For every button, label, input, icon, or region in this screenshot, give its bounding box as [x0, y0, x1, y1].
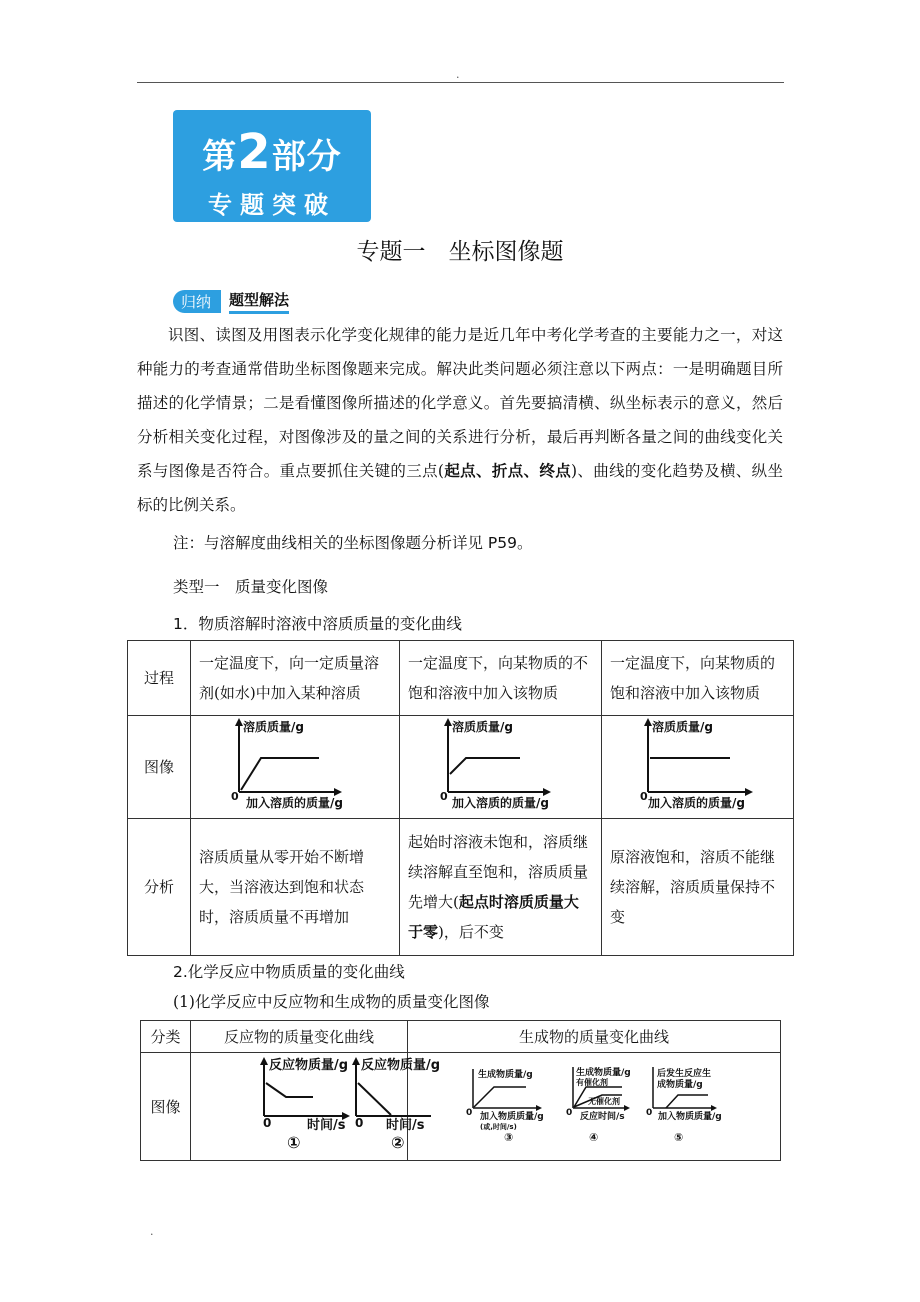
label-1: ①	[287, 1133, 301, 1152]
table-row	[141, 1021, 781, 1053]
table-cell	[602, 716, 794, 819]
x-label: 加入溶质的质量/g	[648, 796, 745, 810]
x-label: 加入物质质量/g	[480, 1112, 544, 1122]
y-label: 生成物质量/g	[576, 1068, 631, 1078]
y-label: 后发生反应生	[657, 1069, 712, 1079]
dissolution-table	[127, 640, 794, 956]
row-header: 图像	[128, 716, 191, 819]
row-header: 图像	[141, 1053, 191, 1161]
y-label: 溶质质量/g	[652, 720, 713, 734]
intro-bold: 起点、折点、终点	[443, 461, 572, 480]
y-label: 反应物质量/g	[269, 1058, 349, 1073]
origin-label: 0	[355, 1116, 364, 1130]
table-cell	[408, 1053, 781, 1161]
table-row	[128, 641, 794, 716]
banner-part-title: 第2部分	[202, 124, 342, 180]
section-tag	[173, 289, 289, 313]
table-cell: 溶质质量从零开始不断增大，当溶液达到饱和状态时，溶质质量不再增加	[191, 819, 400, 956]
banner-subtitle: 专题突破	[208, 191, 336, 219]
table-row	[141, 1053, 781, 1161]
origin-label: 0	[440, 790, 448, 803]
origin-label: 0	[231, 790, 239, 803]
tag-label: 题型解法	[229, 289, 289, 314]
item2-1-heading: (1)化学反应中反应物和生成物的质量变化图像	[173, 993, 490, 1011]
origin-label: 0	[466, 1108, 473, 1118]
graph-dissolve-saturated	[602, 716, 790, 808]
row-header: 过程	[128, 641, 191, 716]
header-rule	[137, 82, 784, 83]
table-cell: 原溶液饱和，溶质不能继续溶解，溶质质量保持不变	[602, 819, 794, 956]
table-row	[128, 716, 794, 819]
label-3: ③	[504, 1131, 514, 1144]
label-2: ②	[391, 1133, 405, 1152]
type-heading: 类型一 质量变化图像	[173, 578, 329, 596]
graph-reactant	[191, 1053, 441, 1156]
y-label-2: 成物质量/g	[657, 1080, 703, 1090]
x-label: 时间/s	[386, 1118, 425, 1133]
intro-paragraph: 识图、读图及用图表示化学变化规律的能力是近几年中考化学考查的主要能力之一，对这种能力的考查通常借助坐标图像题来完成。解决此类问题必须注意以下两点：一是明确题目所描述的化学情景；二是看懂图像所描述的化学意义。首先要搞清横、纵坐标表示的意义，然后分析相关变化过程，对图像涉及的量之间的关系进行分析，最后再判断各量之间的曲线变化关系与图像是否符合。重点要抓住关键的三点(起点、折点、终点)、曲线的变化趋势及横、纵坐标的比例关系。	[137, 326, 783, 514]
origin-label: 0	[646, 1108, 653, 1118]
y-label: 溶质质量/g	[452, 720, 513, 734]
table-row	[128, 819, 794, 956]
reaction-table	[140, 1020, 781, 1161]
origin-label: 0	[640, 790, 648, 803]
label-4: ④	[589, 1131, 599, 1144]
x-label: 加入溶质的质量/g	[246, 796, 343, 810]
x-label: 加入溶质的质量/g	[452, 796, 549, 810]
graph-product	[408, 1053, 780, 1156]
page-title: 专题一 坐标图像题	[356, 239, 564, 265]
x-label-alt: (或,时间/s)	[480, 1123, 517, 1131]
table-cell: 一定温度下，向一定质量溶剂(如水)中加入某种溶质	[191, 641, 400, 716]
graph-dissolve-solvent	[191, 716, 399, 808]
tag-pill: 归纳	[173, 290, 221, 313]
table-cell	[400, 716, 602, 819]
table-cell	[191, 1053, 441, 1161]
y-label: 反应物质量/g	[361, 1058, 441, 1073]
item1-heading: 1．物质溶解时溶液中溶质质量的变化曲线	[173, 615, 462, 633]
item2-heading: 2.化学反应中物质质量的变化曲线	[173, 963, 405, 981]
header-dot: .	[456, 68, 460, 81]
y-label: 生成物质量/g	[478, 1070, 533, 1080]
x-label: 反应时间/s	[580, 1112, 625, 1122]
origin-label: 0	[566, 1108, 573, 1118]
x-label: 时间/s	[307, 1118, 346, 1133]
x-label: 加入物质质量/g	[658, 1112, 722, 1122]
table-cell: 一定温度下，向某物质的不饱和溶液中加入该物质	[400, 641, 602, 716]
header-cell: 生成物的质量变化曲线	[408, 1021, 781, 1053]
table-cell: 一定温度下，向某物质的饱和溶液中加入该物质	[602, 641, 794, 716]
y-label: 溶质质量/g	[243, 720, 304, 734]
label-5: ⑤	[674, 1131, 684, 1144]
row-header: 分析	[128, 819, 191, 956]
origin-label: 0	[263, 1116, 272, 1130]
header-cell: 反应物的质量变化曲线	[191, 1021, 408, 1053]
table-cell: 起始时溶液未饱和，溶质继续溶解直至饱和，溶质质量先增大(起点时溶质质量大于零)，后不变	[400, 819, 602, 956]
part-banner	[173, 110, 371, 222]
no-catalyst-label: 无催化剂	[588, 1097, 620, 1106]
table-cell	[191, 716, 400, 819]
note-line: 注：与溶解度曲线相关的坐标图像题分析详见 P59。	[173, 534, 533, 552]
graph-dissolve-unsaturated	[400, 716, 601, 808]
catalyst-label: 有催化剂	[576, 1078, 608, 1087]
header-cell: 分类	[141, 1021, 191, 1053]
footer-dot: .	[150, 1225, 154, 1238]
